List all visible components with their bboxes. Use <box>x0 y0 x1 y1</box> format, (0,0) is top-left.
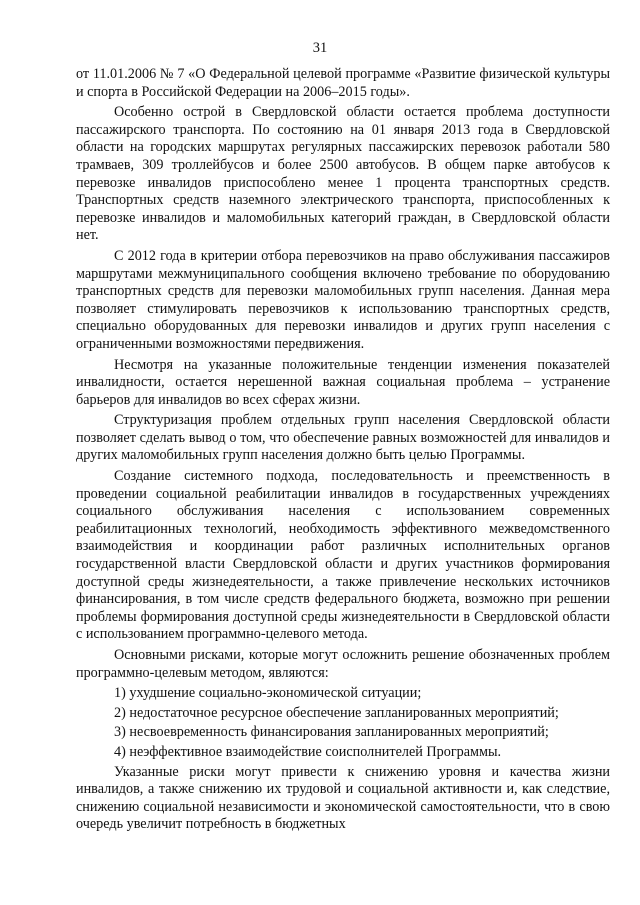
list-item: 1) ухудшение социально-экономической ситуации; <box>114 685 422 702</box>
risks-list <box>76 685 610 761</box>
paragraph-carrier-criteria: С 2012 года в критерии отбора перевозчиков на право обслуживания пассажиров маршрутами межмуниципального сообщения включено требование по оборудованию транспортных средств для перевозки маломобильных групп населения. Данная мера позволяет стимулировать перевозчиков к использованию транспортных средств, специально оборудованных для перевозки инвалидов и других групп населения с ограниченными возможностями передвижения. <box>76 247 610 352</box>
document-body <box>76 66 610 837</box>
paragraph-systemic-approach: Создание системного подхода, последовательность и преемственность в проведении социальной реабилитации инвалидов в государственных учреждениях социального обслуживания населения с использованием современных реабилитационных технологий, необходимость эффективного межведомственного взаимодействия и координации работ различных исполнительных органов государственной власти Свердловской области и других участников формирования доступной среды жизнедеятельности, а также привлечение нескольких источников финансирования, в том числе средств федерального бюджета, возможно при решении проблемы формирования доступной среды жизнедеятельности в Свердловской области с использованием программно-целевого метода. <box>76 468 610 643</box>
list-item: 2) недостаточное ресурсное обеспечение запланированных мероприятий; <box>114 704 559 721</box>
page-number: 31 <box>312 40 328 56</box>
paragraph-transport-accessibility: Особенно острой в Свердловской области остается проблема доступности пассажирского транспорта. По состоянию на 01 января 2013 года в Свердловской области на городских маршрутах регулярных пассажирских перевозок работали 580 трамваев, 309 троллейбусов и более 2500 автобусов. В общем парке автобусов к перевозке инвалидов приспособлено менее 1 процента транспортных средств. Транспортных средств наземного электрического транспорта, приспособленных к перевозке инвалидов и маломобильных категорий граждан, в Свердловской области нет. <box>76 104 610 244</box>
list-item: 4) неэффективное взаимодействие соисполнителей Программы. <box>114 743 502 760</box>
paragraph-risks-consequences: Указанные риски могут привести к снижению уровня и качества жизни инвалидов, а также снижению их трудовой и социальной активности и, как следствие, снижению социальной независимости и экономической самостоятельности, что в свою очередь увеличит потребность в бюджетных <box>76 763 610 833</box>
paragraph-barriers: Несмотря на указанные положительные тенденции изменения показателей инвалидности, остается нерешенной важная социальная проблема – устранение барьеров для инвалидов во всех сферах жизни. <box>76 356 610 408</box>
paragraph-risks-intro: Основными рисками, которые могут осложнить решение обозначенных проблем программно-целевым методом, являются: <box>76 647 610 681</box>
paragraph-continuation: от 11.01.2006 № 7 «О Федеральной целевой программе «Развитие физической культуры и спорта в Российской Федерации на 2006–2015 годы». <box>76 66 610 100</box>
paragraph-structuring: Структуризация проблем отдельных групп населения Свердловской области позволяет сделать вывод о том, что обеспечение равных возможностей для инвалидов и других маломобильных групп населения должно быть целью Программы. <box>76 412 610 464</box>
list-item: 3) несвоевременность финансирования запланированных мероприятий; <box>114 724 549 741</box>
